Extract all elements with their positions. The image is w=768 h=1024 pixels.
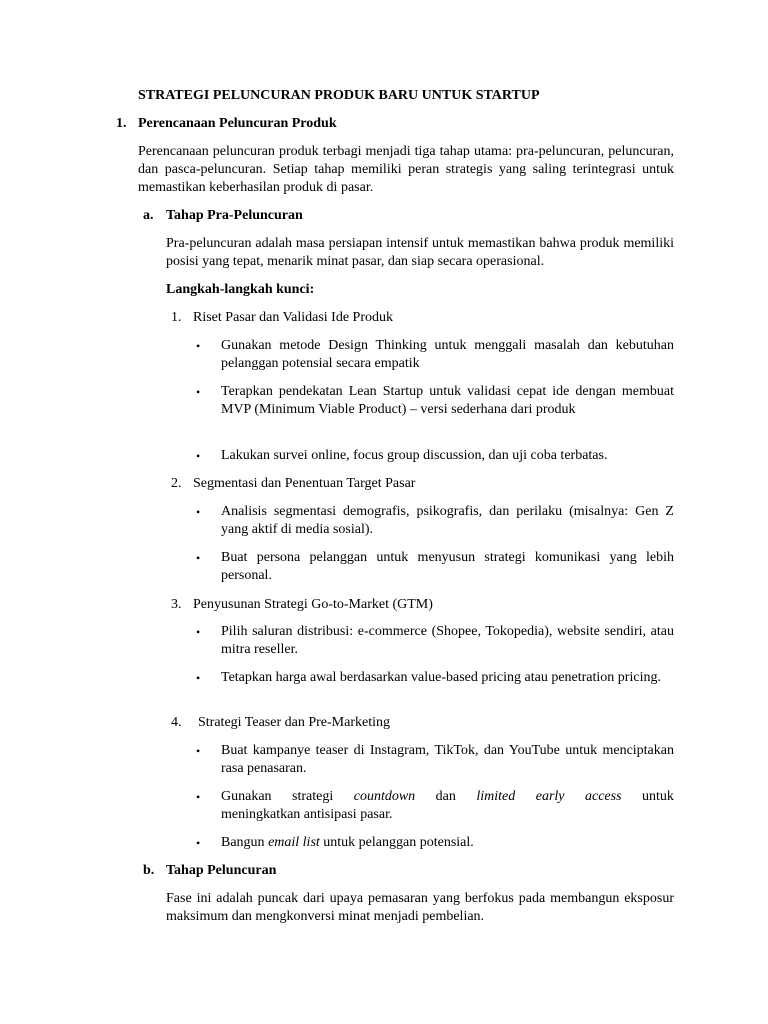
word: strategi — [292, 789, 334, 804]
word-italic: countdown — [353, 789, 416, 804]
word: dan — [435, 789, 456, 804]
list-item-email — [221, 834, 474, 852]
step-3-number: 3. — [171, 597, 182, 612]
word: Gunakan — [221, 789, 272, 804]
list-item: Terapkan pendekatan Lean Startup untuk validasi cepat ide dengan membuat MVP (Minimum Viable Product) – versi sederhana dari produk — [221, 384, 674, 417]
section-1-paragraph: Perencanaan peluncuran produk terbagi menjadi tiga tahap utama: pra-peluncuran, peluncuran, dan pasca-peluncuran. Setiap tahap memiliki peran strategis yang saling terintegrasi untuk memastikan keberhasilan produk di pasar. — [138, 144, 674, 195]
step-2-title: Segmentasi dan Penentuan Target Pasar — [193, 476, 416, 491]
sub-a-paragraph: Pra-peluncuran adalah masa persiapan intensif untuk memastikan bahwa produk memiliki posisi yang tepat, menarik minat pasar, dan siap secara operasional. — [166, 236, 674, 269]
list-item: Analisis segmentasi demografis, psikografis, dan perilaku (misalnya: Gen Z yang aktif di media sosial). — [221, 504, 674, 537]
key-steps-label: Langkah-langkah kunci: — [166, 282, 315, 297]
list-item-countdown-line-2: meningkatkan antisipasi pasar. — [221, 807, 393, 822]
word: untuk — [642, 789, 674, 804]
list-item: Pilih saluran distribusi: e-commerce (Shopee, Tokopedia), website sendiri, atau mitra reseller. — [221, 624, 674, 657]
step-3-title: Penyusunan Strategi Go-to-Market (GTM) — [193, 597, 433, 612]
list-item: Lakukan survei online, focus group discussion, dan uji coba terbatas. — [221, 448, 608, 463]
bullet-icon: • — [196, 790, 201, 804]
list-item: Gunakan metode Design Thinking untuk menggali masalah dan kebutuhan pelanggan potensial secara empatik — [221, 338, 674, 371]
section-1-heading: Perencanaan Peluncuran Produk — [138, 116, 337, 131]
document-title: STRATEGI PELUNCURAN PRODUK BARU UNTUK STARTUP — [138, 88, 540, 103]
bullet-icon: • — [196, 671, 201, 685]
step-1-number: 1. — [171, 310, 182, 325]
word-italic: early — [535, 789, 565, 804]
text-post: untuk pelanggan potensial. — [319, 835, 474, 850]
list-item: Buat persona pelanggan untuk menyusun strategi komunikasi yang lebih personal. — [221, 550, 674, 583]
list-item: Tetapkan harga awal berdasarkan value-based pricing atau penetration pricing. — [221, 670, 661, 685]
section-1-number: 1. — [116, 116, 127, 131]
sub-b-heading: Tahap Peluncuran — [166, 863, 277, 878]
bullet-icon: • — [196, 551, 201, 565]
bullet-icon: • — [196, 836, 201, 850]
sub-b-paragraph: Fase ini adalah puncak dari upaya pemasaran yang berfokus pada membangun eksposur maksimum dan mengkonversi minat menjadi pembelian. — [166, 891, 674, 924]
bullet-icon: • — [196, 385, 201, 399]
bullet-icon: • — [196, 625, 201, 639]
step-1-title: Riset Pasar dan Validasi Ide Produk — [193, 310, 393, 325]
sub-b-letter: b. — [143, 863, 155, 878]
word-italic: access — [585, 789, 622, 804]
sub-a-heading: Tahap Pra-Peluncuran — [166, 208, 303, 223]
text-italic: email list — [268, 835, 320, 850]
bullet-icon: • — [196, 505, 201, 519]
bullet-icon: • — [196, 339, 201, 353]
text-pre: Bangun — [221, 835, 269, 850]
bullet-icon: • — [196, 449, 201, 463]
step-4-title: Strategi Teaser dan Pre-Marketing — [198, 715, 390, 730]
list-item-countdown-line-1 — [221, 788, 674, 806]
sub-a-letter: a. — [143, 208, 154, 223]
step-2-number: 2. — [171, 476, 182, 491]
bullet-icon: • — [196, 744, 201, 758]
list-item: Buat kampanye teaser di Instagram, TikTok, dan YouTube untuk menciptakan rasa penasaran. — [221, 743, 674, 776]
step-4-number: 4. — [171, 715, 182, 730]
word-italic: limited — [476, 789, 516, 804]
